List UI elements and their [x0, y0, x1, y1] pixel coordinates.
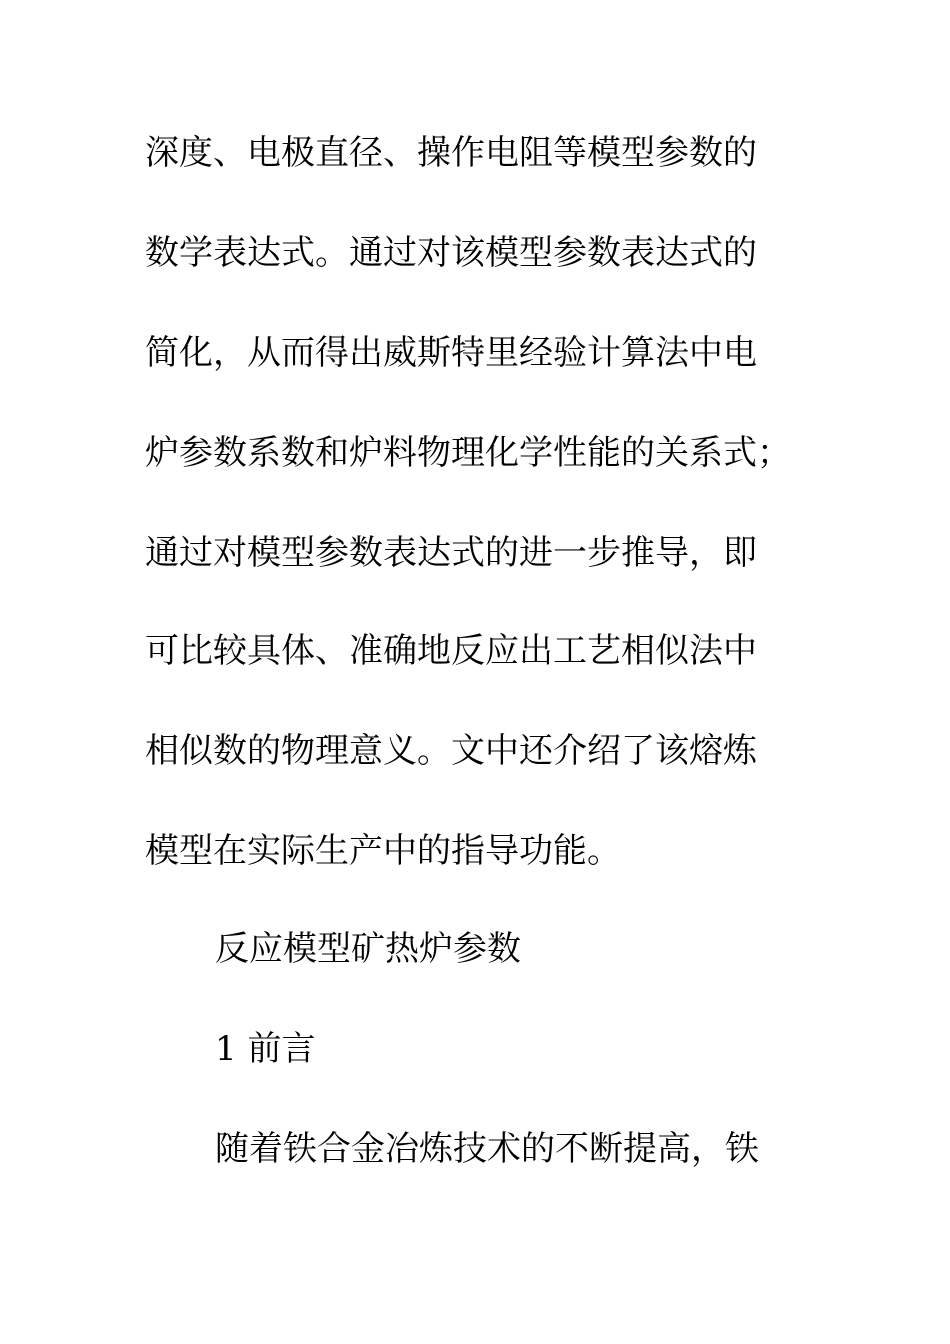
- body-text-line: 随着铁合金冶炼技术的不断提高，铁: [215, 1129, 759, 1169]
- body-text-line: 炉参数系数和炉料物理化学性能的关系式；: [145, 433, 791, 473]
- body-text-line: 相似数的物理意义。文中还介绍了该熔炼: [145, 731, 757, 771]
- body-text-line: 简化，从而得出威斯特里经验计算法中电: [145, 333, 757, 373]
- body-text-line: 通过对模型参数表达式的进一步推导，即: [145, 533, 757, 573]
- keywords-line: 反应模型矿热炉参数: [215, 929, 521, 969]
- body-text-line: 可比较具体、准确地反应出工艺相似法中: [145, 631, 757, 671]
- section-heading: 1 前言: [215, 1029, 316, 1069]
- body-text-line: 深度、电极直径、操作电阻等模型参数的: [145, 133, 757, 173]
- body-text-line: 模型在实际生产中的指导功能。: [145, 831, 621, 871]
- body-text-line: 数学表达式。通过对该模型参数表达式的: [145, 233, 757, 273]
